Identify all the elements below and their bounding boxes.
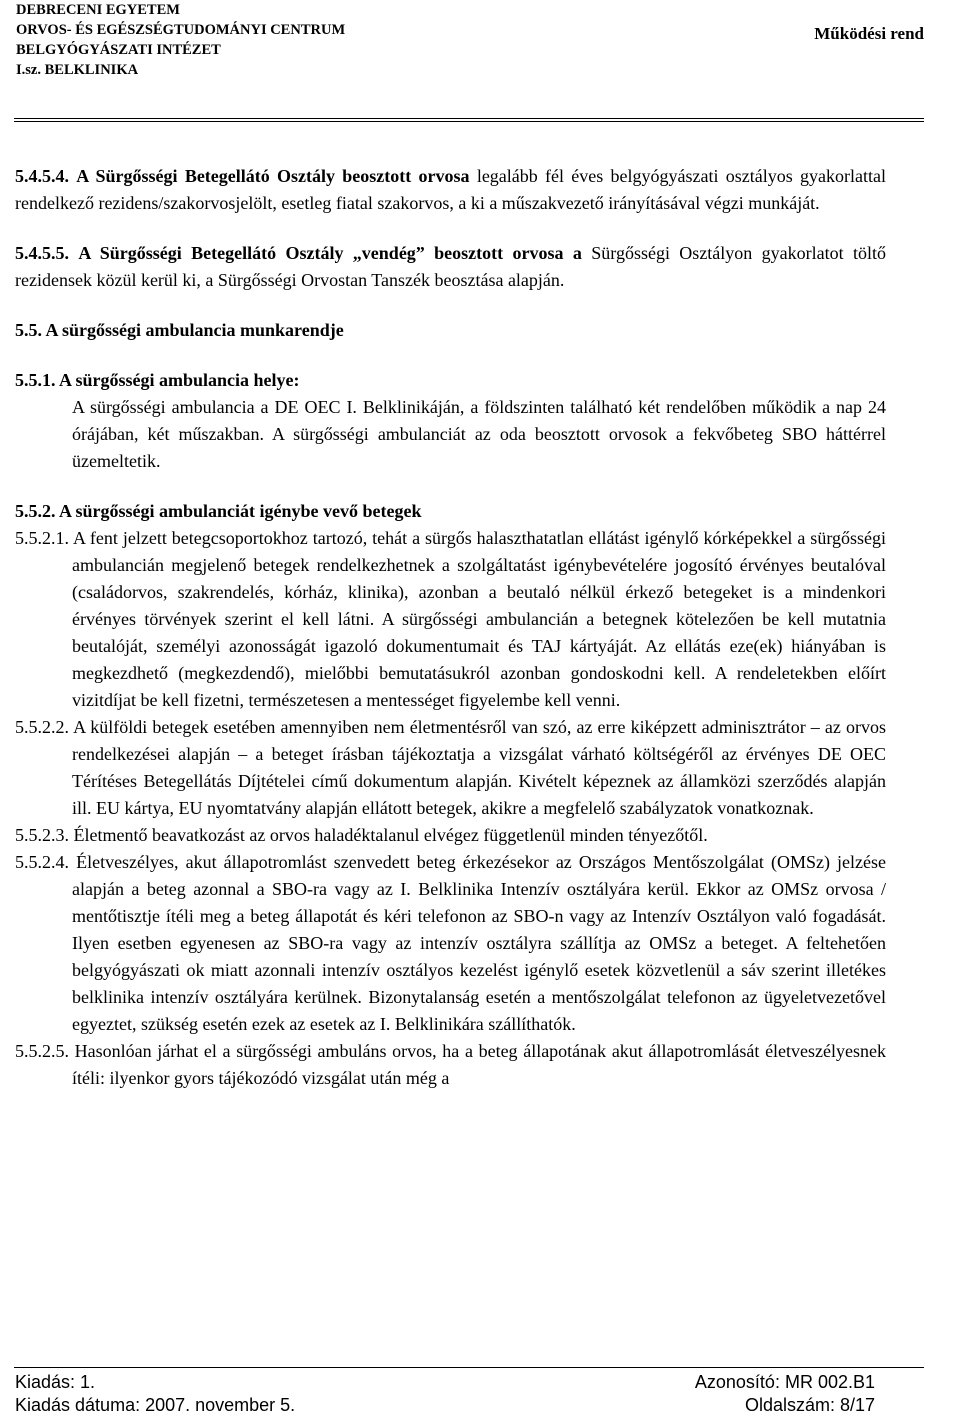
header-clinic: I.sz. BELKLINIKA [16, 62, 139, 78]
section-text: Életmentő beavatkozást az orvos haladéktalanul elvégez függetlenül minden tényezőtől. [73, 825, 708, 845]
section-5-5-2-1 [15, 525, 886, 714]
section-text: Sürgősségi Osztályon gyakorlatot töltő rezidensek közül kerül ki, a Sürgősségi Orvostan Tanszék beosztása alapján. [15, 243, 887, 290]
section-5-5-1-title: 5.5.1. A sürgősségi ambulancia helye: [15, 370, 300, 390]
section-number: 5.5.2.1. [15, 528, 69, 548]
section-text: Életveszélyes, akut állapotromlást szenvedett beteg érkezésekor az Országos Mentőszolgálat (OMSz) jelzése alapján a beteg azonnal a SBO-ra vagy az I. Belklinika Intenzív osztályára kerül. Ekkor az OMSz orvosa / mentőtisztje ítéli meg a beteg állapotát és kéri telefonon az SBO-n vagy az Intenzív Osztályon való fogadását. Ilyen esetben egyenesen az SBO-ra vagy az intenzív osztályra szállítja az OMSz a beteget. A feltehetően belgyógyászati ok miatt azonnali intenzív osztályos kezelést igénylő esetek közvetlenül a sáv szerint illetékes belklinika intenzív osztályára kerülnek. Bizonytalanság esetén a mentőszolgálat telefonon az ügyeletvezetővel egyeztet, szükség esetén ezek az esetek az I. Belklinikára szállíthatók. [72, 852, 887, 1034]
header-doc-type: Működési rend [814, 24, 924, 43]
section-5-5-title: 5.5. A sürgősségi ambulancia munkarendje [15, 320, 344, 340]
section-number: 5.4.5.5. [15, 243, 69, 263]
header-divider [14, 118, 924, 119]
section-5-5-2-4 [15, 849, 886, 1038]
section-5-4-5-4 [15, 163, 886, 217]
section-5-5-2-title: 5.5.2. A sürgősségi ambulanciát igénybe vevő betegek [15, 501, 422, 521]
section-text: A fent jelzett betegcsoportokhoz tartozó, tehát a sürgős halaszthatatlan ellátást igénylő kórképekkel a sürgősségi ambulancián megjelenő betegek rendelkezhetnek a szolgáltatást igénybevételére jogosító érvényes beutalóval (családorvos, szakrendelés, kórház, klinika), azonban a beutaló nélkül érkező betegeket is a mindenkori érvényes törvények szerint el kell látni. A sürgősségi ambulancián a betegnek kötelezően be kell mutatnia beutalóját, személyi azonosságát igazoló dokumentumait és TAJ kártyáját. Az ellátás eze(ek) hiányában is megkezdhető (megkezdendő), mielőbbi bemutatásukról azonban gondoskodni kell. A rendeletekben előírt vizitdíjat be kell fizetni, természetesen a mentességet figyelembe kell venni. [72, 528, 886, 710]
section-number: 5.4.5.4. [15, 166, 69, 186]
header-center: ORVOS- ÉS EGÉSZSÉGTUDOMÁNYI CENTRUM [16, 22, 346, 38]
footer-identifier: Azonosító: MR 002.B1 [694, 1372, 875, 1392]
page-header [16, 0, 924, 90]
header-divider-double [14, 121, 924, 122]
section-number: 5.5.2.3. [15, 825, 69, 845]
footer-page-number: Oldalszám: 8/17 [744, 1395, 875, 1415]
header-institute: BELGYÓGYÁSZATI INTÉZET [16, 42, 221, 58]
section-text: legalább fél éves belgyógyászati osztályos gyakorlattal rendelkező rezidens/szakorvosjelölt, esetleg fiatal szakorvos, a ki a műszakvezető irányításával végzi munkáját. [15, 166, 886, 213]
footer-issue-date: Kiadás dátuma: 2007. november 5. [15, 1395, 296, 1415]
section-5-4-5-5 [15, 240, 886, 294]
section-bold-text: A Sürgősségi Betegellátó Osztály beosztott orvosa [76, 166, 470, 186]
section-number: 5.5.2.4. [15, 852, 69, 872]
footer-row-1 [15, 1371, 875, 1393]
section-bold-text: A Sürgősségi Betegellátó Osztály „vendég” beosztott orvosa a [78, 243, 582, 263]
section-5-5-2-3 [15, 822, 886, 849]
section-5-5-1-text: A sürgősségi ambulancia a DE OEC I. Belklinikáján, a földszinten található két rendelőben működik a nap 24 órájában, két műszakban. A sürgősségi ambulanciát az oda beosztott orvosok a fekvőbeteg SBO háttérrel üzemeltetik. [72, 397, 886, 471]
section-number: 5.5.2.5. [15, 1041, 69, 1061]
section-number: 5.5.2.2. [15, 717, 69, 737]
section-5-5-2-5 [15, 1038, 886, 1092]
header-university: DEBRECENI EGYETEM [16, 2, 180, 18]
section-5-5-2-2 [15, 714, 886, 822]
footer-row-2 [15, 1394, 875, 1416]
section-text: Hasonlóan járhat el a sürgősségi ambuláns orvos, ha a beteg állapotának akut állapotromlását életveszélyesnek ítéli: ilyenkor gyors tájékozódó vizsgálat után még a [72, 1041, 887, 1088]
section-text: A külföldi betegek esetében amennyiben nem életmentésről van szó, az erre kiképzett adminisztrátor – az orvos rendelkezései alapján – a beteget írásban tájékoztatja a vizsgálat várható költségéről az érvényes DE OEC Térítéses Betegellátás Díjtételei című dokumentum alapján. Kivételt képeznek az államközi szerződés alapján ill. EU kártya, EU nyomtatvány alapján ellátott betegek, akikre a megfelelő szabályzatok vonatkoznak. [72, 717, 886, 818]
document-body [15, 163, 886, 1092]
footer-divider [14, 1367, 924, 1368]
footer-edition: Kiadás: 1. [15, 1372, 96, 1392]
